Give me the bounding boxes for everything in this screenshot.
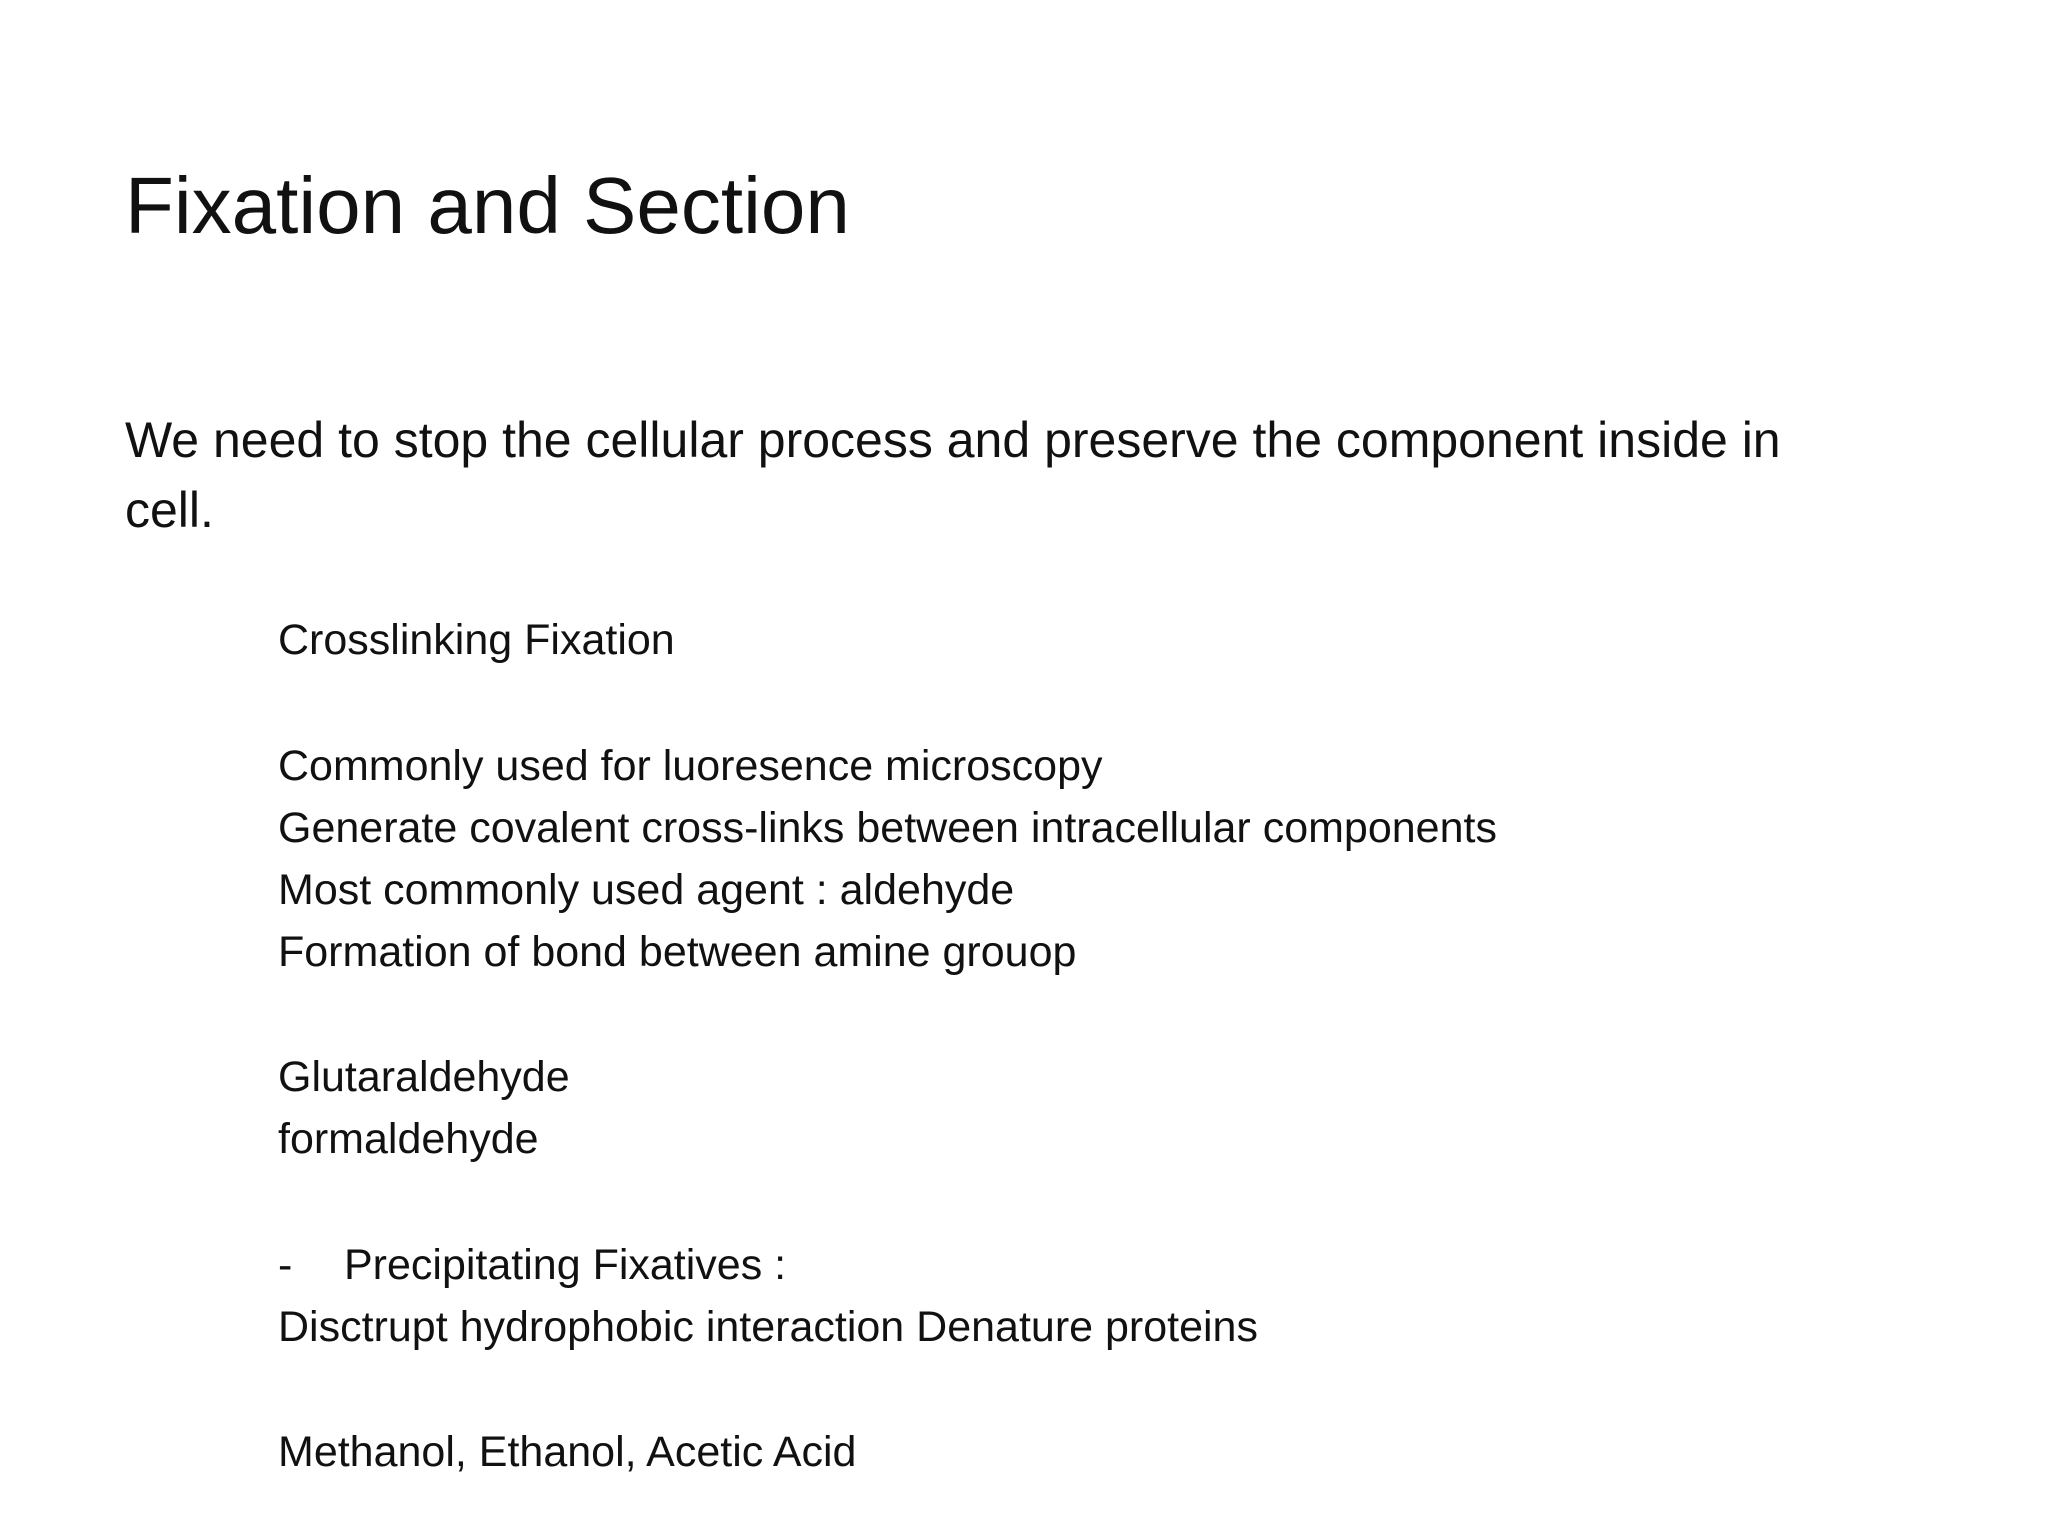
dash-bullet: -: [278, 1241, 293, 1289]
intro-paragraph: [125, 405, 1965, 545]
crosslinking-point-4: Formation of bond between amine grouop: [278, 928, 1077, 976]
precipitating-agents: Methanol, Ethanol, Acetic Acid: [278, 1428, 857, 1476]
slide-title: Fixation and Section: [125, 161, 850, 250]
crosslinking-point-1: Commonly used for luoresence microscopy: [278, 742, 1103, 790]
precipitating-description: Disctrupt hydrophobic interaction Denature proteins: [278, 1303, 1258, 1351]
crosslinking-agent-2: formaldehyde: [278, 1115, 539, 1163]
intro-line-1: We need to stop the cellular process and preserve the component inside in: [125, 412, 1781, 468]
precipitating-heading-row: [278, 1239, 786, 1291]
crosslinking-point-3: Most commonly used agent : aldehyde: [278, 866, 1015, 914]
crosslinking-heading: Crosslinking Fixation: [278, 616, 675, 664]
crosslinking-point-2: Generate covalent cross-links between intracellular components: [278, 804, 1497, 852]
intro-line-2: cell.: [125, 482, 214, 538]
precipitating-heading: Precipitating Fixatives :: [344, 1241, 787, 1289]
crosslinking-agent-1: Glutaraldehyde: [278, 1053, 570, 1101]
